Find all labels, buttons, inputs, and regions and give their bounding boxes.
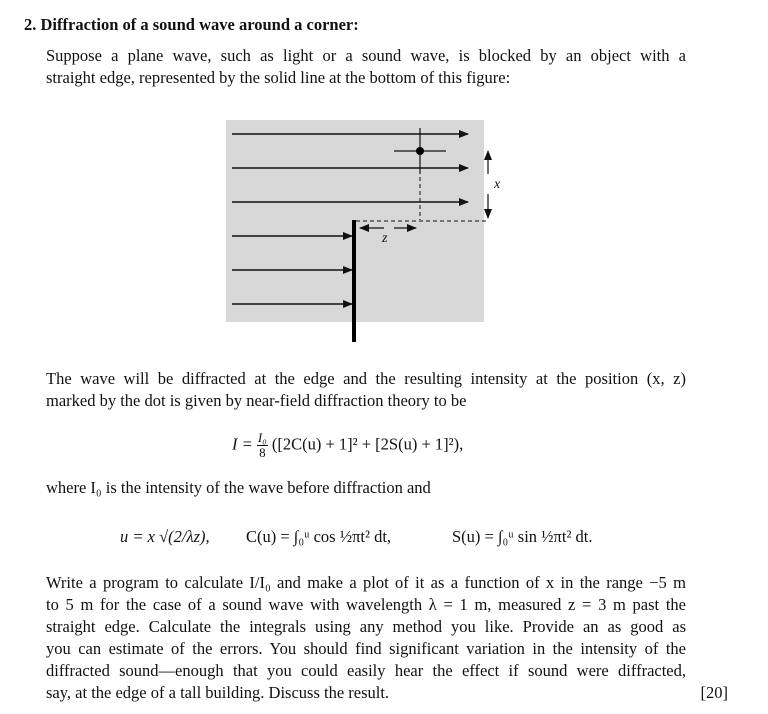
intensity-fraction-numerator: I₀ <box>257 430 267 445</box>
question-heading <box>24 14 359 36</box>
intro-line-1: Suppose a plane wave, such as light or a sound wave, is blocked by an object with a <box>46 46 686 65</box>
x-label: x <box>494 177 501 192</box>
question-title: Diffraction of a sound wave around a corner: <box>40 15 359 34</box>
c-definition-text: C(u) = ∫₀ᵘ cos ½πt² dt, <box>246 527 392 546</box>
s-definition <box>452 526 592 548</box>
intro-paragraph <box>46 45 686 89</box>
intensity-equation <box>232 431 463 460</box>
u-definition-text: u = x √(2/λz), <box>120 527 210 546</box>
intensity-fraction-denominator: 8 <box>259 445 266 460</box>
where-line: where I₀ is the intensity of the wave before diffraction and <box>46 478 431 497</box>
task-line-2: to 5 m for the case of a sound wave with wavelength λ = 1 m, measured z = 3 m past the <box>46 595 686 614</box>
diffraction-figure <box>222 114 522 344</box>
observation-point-dot <box>416 147 424 155</box>
c-definition <box>246 526 391 548</box>
task-line-3: straight edge. Calculate the integrals using any method you like. Provide an as good as <box>46 617 686 636</box>
post-figure-paragraph <box>46 368 686 412</box>
intensity-lhs: I = <box>232 434 253 454</box>
task-line-1: Write a program to calculate I/I₀ and make a plot of it as a function of x in the range −5 m <box>46 573 686 592</box>
previous-page-text-fragment <box>0 0 768 2</box>
s-definition-text: S(u) = ∫₀ᵘ sin ½πt² dt. <box>452 527 593 546</box>
intensity-fraction <box>257 431 268 460</box>
question-marks: [20] <box>700 683 728 702</box>
u-definition <box>120 526 210 548</box>
post-figure-line-2: marked by the dot is given by near-field diffraction theory to be <box>46 391 467 410</box>
task-line-4: you can estimate of the errors. You should find significant variation in the intensity of the <box>46 639 686 658</box>
where-paragraph <box>46 477 686 499</box>
post-figure-line-1: The wave will be diffracted at the edge and the resulting intensity at the position (x, z) <box>46 369 686 388</box>
intensity-rhs: ([2C(u) + 1]² + [2S(u) + 1]²), <box>271 434 464 454</box>
question-number: 2. <box>24 15 37 34</box>
task-line-6: say, at the edge of a tall building. Discuss the result. <box>46 683 390 702</box>
intro-line-2: straight edge, represented by the solid line at the bottom of this figure: <box>46 68 511 87</box>
task-paragraph <box>46 572 686 704</box>
z-label: z <box>382 231 388 246</box>
task-line-5: diffracted sound—enough that you could easily hear the effect if sound were diffracted, <box>46 661 686 680</box>
